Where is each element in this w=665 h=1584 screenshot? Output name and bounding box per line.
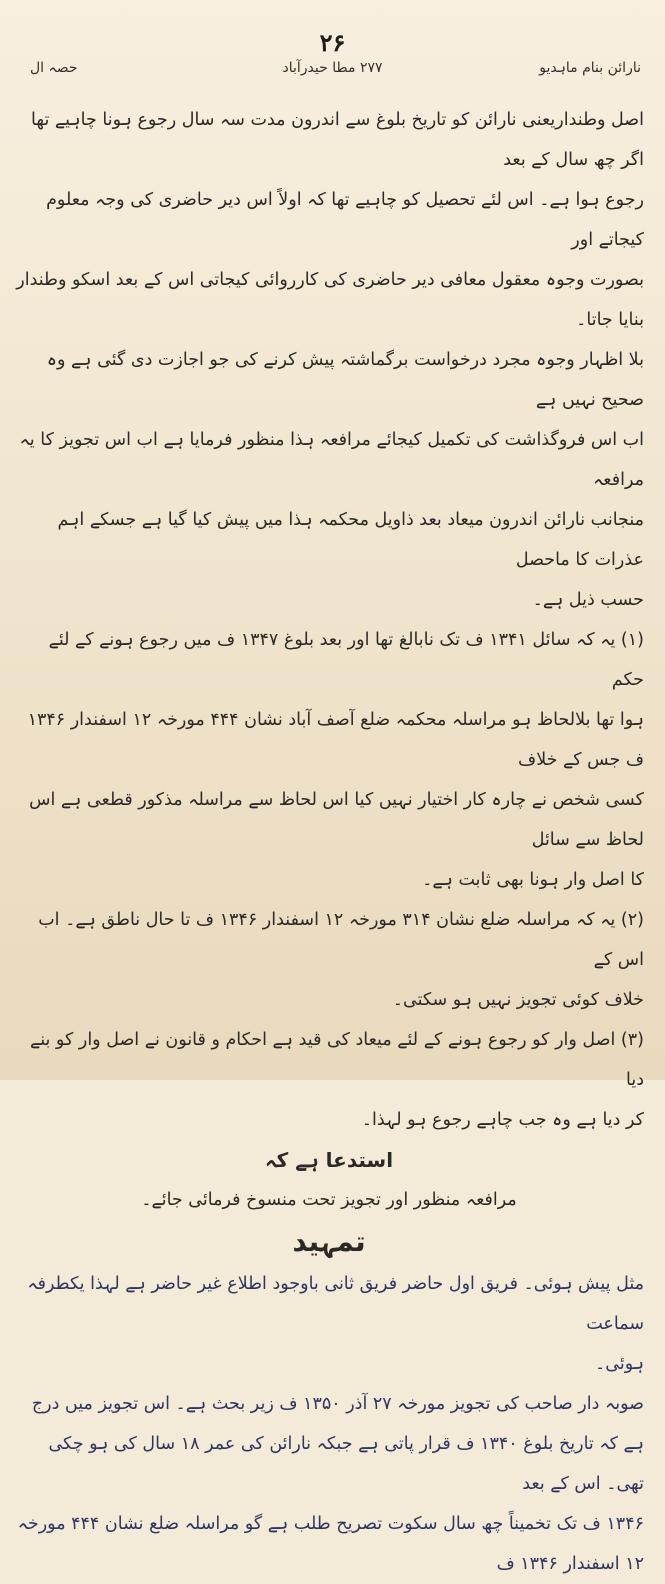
section-heading: تمہید [292, 1225, 366, 1258]
text-line: ہے کہ تاریخ بلوغ ۱۳۴۰ ف قرار پاتی ہے جبکہ نارائن کی عمر ۱۸ سال کی ہو چکی تھی۔ اس کے بعد [48, 1434, 644, 1494]
text-line: بصورت وجوہ معقول معافی دیر حاضری کی کارروائی کیجاتی اس کے بعد اسکو وطندار بنایا جاتا۔ [16, 270, 644, 330]
text-line: منجانب نارائن اندرون میعاد بعد ذاویل محکمہ ہذا میں پیش کیا گیا ہے جسکے اہم عذرات کا ماحصل [57, 510, 644, 570]
text-line: اب اس فروگذاشت کی تکمیل کیجائے مرافعہ ہذا منظور فرمایا ہے اب اس تجویز کا یہ مرافعہ [19, 430, 644, 490]
text-line: (۲) یہ کہ مراسلہ ضلع نشان ۳۱۴ مورخہ ۱۲ اسفندار ۱۳۴۶ ف تا حال ناطق ہے۔ اب اس کے [38, 910, 644, 970]
body-text [14, 100, 644, 1584]
text-line: کسی شخص نے چارہ کار اختیار نہیں کیا اس لحاظ سے مراسلہ مذکور قطعی ہے اس لحاظ سے سائل [29, 790, 644, 850]
running-head-center: ۲۷۷ مطا حیدرآباد [282, 60, 383, 76]
text-line: ہوا تھا بلالحاظ ہو مراسلہ محکمہ ضلع آصف آباد نشان ۴۴۴ مورخہ ۱۲ اسفندار ۱۳۴۶ ف جس کے خلاف [27, 710, 644, 770]
text-line: ہوئی۔ [594, 1354, 644, 1374]
text-line: کا اصل وار ہونا بھی ثابت ہے۔ [422, 870, 644, 890]
text-line: خلاف کوئی تجویز نہیں ہو سکتی۔ [392, 990, 644, 1010]
text-line: رجوع ہوا ہے۔ اس لئے تحصیل کو چاہیے تھا کہ اولاً اس دیر حاضری کی وجہ معلوم کیجاتے اور [46, 190, 644, 250]
text-line: حسب ذیل ہے۔ [532, 590, 644, 610]
text-line: بلا اظہار وجوہ مجرد درخواست برگماشتہ پیش کرنے کی جو اجازت دی گئی ہے وہ صحیح نہیں ہے [46, 350, 644, 410]
text-line: ۱۳۴۶ ف تک تخمیناً چھ سال سکوت تصریح طلب ہے گو مراسلہ ضلع نشان ۴۴۴ مورخہ ۱۲ اسفندار ۱۳۴۶ ف [17, 1514, 644, 1574]
text-line: (۱) یہ کہ سائل ۱۳۴۱ ف تک نابالغ تھا اور بعد بلوغ ۱۳۴۷ ف میں رجوع ہونے کے لئے حکم [48, 630, 644, 690]
text-line: اصل وطنداریعنی نارائن کو تاریخ بلوغ سے اندرون مدت سہ سال رجوع ہونا چاہیے تھا اگر چھ سال کے بعد [31, 110, 644, 170]
page-number: ۲۶ [319, 28, 346, 57]
running-head-right: نارائن بنام ماہدیو [539, 60, 641, 76]
text-line: مرافعہ منظور اور تجویز تحت منسوخ فرمائی جائے۔ [141, 1190, 517, 1210]
text-line: کر دیا ہے وہ جب چاہے رجوع ہو لہذا۔ [361, 1110, 644, 1130]
text-line: (۳) اصل وار کو رجوع ہونے کے لئے میعاد کی قید ہے احکام و قانون نے اصل وار کو بنے دیا [29, 1030, 644, 1090]
running-head-left: حصہ ال [30, 60, 78, 76]
text-line: صوبہ دار صاحب کی تجویز مورخہ ۲۷ آذر ۱۳۵۰ ف زیر بحث ہے۔ اس تجویز میں درج [31, 1394, 644, 1414]
prayer-heading: استدعا ہے کہ [264, 1148, 394, 1172]
text-line: مثل پیش ہوئی۔ فریق اول حاضر فریق ثانی باوجود اطلاع غیر حاضر ہے لہذا یکطرفہ سماعت [27, 1274, 644, 1334]
